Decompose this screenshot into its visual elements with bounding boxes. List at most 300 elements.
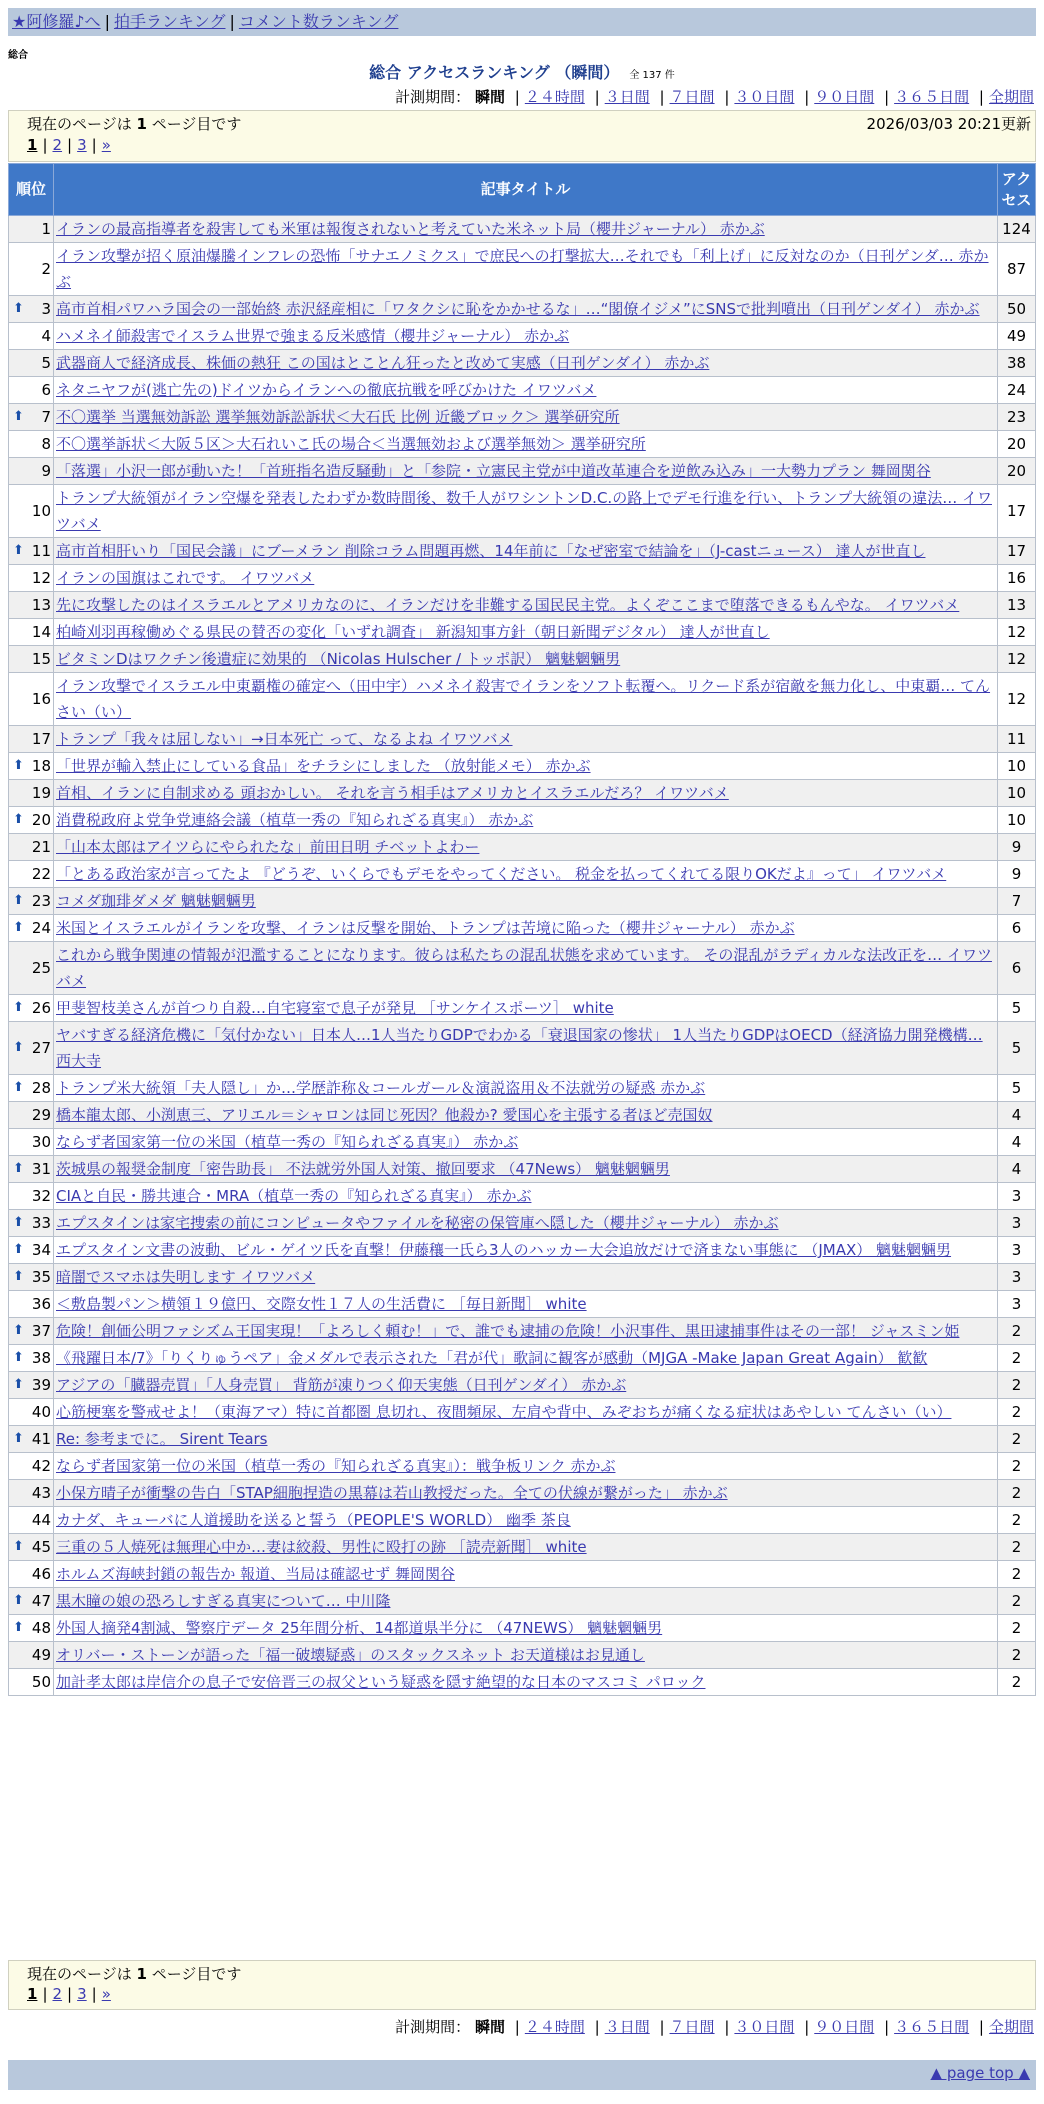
total-count: 全 137 件 [629, 70, 675, 81]
rank-number: 10 [31, 502, 51, 520]
article-link[interactable]: ならず者国家第一位の米国（植草一秀の『知られざる真実』）：戦争板リンク 赤かぶ [56, 1457, 616, 1475]
table-row [9, 485, 1036, 538]
period-current: 瞬間 [474, 2018, 505, 2036]
table-row [9, 861, 1036, 888]
table-row [9, 538, 1036, 565]
article-link[interactable]: 茨城県の報奨金制度「密告助長」 不法就労外国人対策、撤回要求 （47News） 魑魅魍魎男 [56, 1160, 670, 1178]
rank-cell [9, 458, 54, 485]
rank-up-icon: ⬆ [13, 543, 24, 558]
next-page-link[interactable]: » [101, 136, 111, 154]
title-cell [54, 1291, 998, 1318]
period-selector-bottom [395, 2016, 1034, 2037]
rank-number: 28 [31, 1079, 51, 1097]
ranking-body [9, 216, 1036, 1696]
table-row [9, 780, 1036, 807]
access-count: 3 [998, 1264, 1036, 1291]
rank-up-icon: ⬆ [13, 409, 24, 424]
rank-cell [9, 888, 54, 915]
page-info-pre: 現在のページは [27, 1965, 132, 1983]
title-cell [54, 296, 998, 323]
title-cell [54, 1426, 998, 1453]
article-link[interactable]: CIAと自民・勝共連合・MRA（植草一秀の『知られざる真実』） 赤かぶ [56, 1187, 532, 1205]
rank-cell [9, 377, 54, 404]
top-nav [8, 8, 1036, 36]
rank-cell [9, 1453, 54, 1480]
rank-up-icon: ⬆ [13, 1620, 24, 1635]
title-cell [54, 942, 998, 995]
page-info-num: 1 [136, 1965, 147, 1983]
rank-cell [9, 942, 54, 995]
table-header [9, 164, 1036, 216]
table-row [9, 1669, 1036, 1696]
article-link[interactable]: 高市首相肝いり「国民会議」にブーメラン 削除コラム問題再燃、14年前に「なぜ密室で結論を」（J-castニュース） 達人が世直し [56, 542, 926, 560]
title-cell [54, 726, 998, 753]
access-count: 4 [998, 1156, 1036, 1183]
table-row [9, 243, 1036, 296]
rank-number: 13 [31, 596, 51, 614]
title-cell [54, 1183, 998, 1210]
access-count: 87 [998, 243, 1036, 296]
rank-number: 39 [31, 1376, 51, 1394]
rank-cell [9, 807, 54, 834]
period-365d-link[interactable]: ３６５日間 [894, 2018, 970, 2036]
table-row [9, 1102, 1036, 1129]
title-cell [54, 431, 998, 458]
rank-number: 9 [41, 462, 51, 480]
access-count: 9 [998, 834, 1036, 861]
article-link[interactable]: トランプ米大統領「夫人隠し」か…学歴詐称＆コールガール＆演説盗用＆不法就労の疑惑 赤かぶ [56, 1079, 706, 1097]
access-count: 12 [998, 646, 1036, 673]
rank-number: 31 [31, 1160, 51, 1178]
rank-up-icon: ⬆ [13, 1040, 24, 1055]
table-row [9, 1156, 1036, 1183]
table-row [9, 1561, 1036, 1588]
title-cell [54, 216, 998, 243]
title-cell [54, 323, 998, 350]
table-row [9, 673, 1036, 726]
title-cell [54, 377, 998, 404]
rank-cell [9, 1291, 54, 1318]
title-cell [54, 404, 998, 431]
table-row [9, 1453, 1036, 1480]
access-count: 10 [998, 753, 1036, 780]
rank-up-icon: ⬆ [13, 1431, 24, 1446]
period-separator: | [978, 2018, 984, 2036]
rank-cell [9, 753, 54, 780]
article-link[interactable]: 三重の５人焼死は無理心中か…妻は絞殺、男性に殴打の跡 ［読売新聞］ white [56, 1538, 587, 1556]
table-row [9, 350, 1036, 377]
bottom-bar [8, 2060, 1036, 2090]
page-3-link[interactable]: 3 [77, 1985, 87, 2003]
rank-number: 17 [31, 730, 51, 748]
rank-number: 7 [41, 408, 51, 426]
title-cell [54, 1318, 998, 1345]
rank-cell [9, 1237, 54, 1264]
title-cell [54, 1156, 998, 1183]
page-info-post: ページ目です [151, 115, 242, 133]
table-row [9, 1642, 1036, 1669]
rank-number: 33 [31, 1214, 51, 1232]
table-row [9, 1534, 1036, 1561]
period-90d-link[interactable]: ９０日間 [814, 88, 875, 106]
period-24h-link[interactable]: ２４時間 [524, 88, 585, 106]
article-link[interactable]: カナダ、キューバに人道援助を送ると誓う（PEOPLE'S WORLD） 幽季 茶良 [56, 1511, 571, 1529]
article-link[interactable]: 不〇選挙 当選無効訴訟 選挙無効訴訟訴状＜大石氏 比例 近畿ブロック＞ 選挙研究所 [56, 408, 620, 426]
period-separator: | [724, 2018, 730, 2036]
table-row [9, 1426, 1036, 1453]
rank-cell [9, 915, 54, 942]
table-row [9, 1075, 1036, 1102]
article-link[interactable]: エプスタインは家宅捜索の前にコンピュータやファイルを秘密の保管庫へ隠した（櫻井ジャーナル） 赤かぶ [56, 1214, 779, 1232]
article-link[interactable]: 首相、イランに自制求める 頭おかしい。 それを言う相手はアメリカとイスラエルだろ？ イワツバメ [56, 784, 729, 802]
rank-number: 27 [31, 1039, 51, 1057]
rank-up-icon: ⬆ [13, 893, 24, 908]
comment-ranking-link[interactable]: コメント数ランキング [238, 12, 399, 31]
rank-number: 5 [41, 354, 51, 372]
rank-number: 35 [31, 1268, 51, 1286]
access-count: 124 [998, 216, 1036, 243]
period-30d-link[interactable]: ３０日間 [734, 88, 795, 106]
access-count: 2 [998, 1318, 1036, 1345]
pager-separator: | [91, 1985, 97, 2003]
rank-number: 38 [31, 1349, 51, 1367]
article-link[interactable]: ＜敷島製パン＞横領１９億円、交際女性１７人の生活費に ［毎日新聞］ white [56, 1295, 587, 1313]
title-cell [54, 646, 998, 673]
access-count: 6 [998, 915, 1036, 942]
access-count: 50 [998, 296, 1036, 323]
article-link[interactable]: イランの最高指導者を殺害しても米軍は報復されないと考えていた米ネット局（櫻井ジャーナル） 赤かぶ [56, 220, 765, 238]
period-separator: | [659, 2018, 665, 2036]
rank-cell [9, 995, 54, 1022]
table-row [9, 942, 1036, 995]
access-count: 10 [998, 807, 1036, 834]
rank-up-icon: ⬆ [13, 1323, 24, 1338]
rank-number: 43 [31, 1484, 51, 1502]
current-page: 1 [27, 136, 38, 154]
rank-up-icon: ⬆ [13, 758, 24, 773]
rank-cell [9, 1669, 54, 1696]
article-link[interactable]: 危険！創価公明ファシズム王国実現！「よろしく頼む！」で、誰でも逮捕の危険！小沢事件、黒田逮捕事件はその一部！ ジャスミン姫 [56, 1322, 960, 1340]
page-2-link[interactable]: 2 [52, 1985, 63, 2003]
title-cell [54, 1022, 998, 1075]
page-top-link[interactable]: ▲ page top ▲ [930, 2064, 1030, 2082]
table-row [9, 1480, 1036, 1507]
title-cell [54, 673, 998, 726]
rank-cell [9, 1588, 54, 1615]
access-count: 2 [998, 1345, 1036, 1372]
rank-cell [9, 1210, 54, 1237]
article-link[interactable]: トランプ「我々は屈しない」→日本死亡 って、なるよね イワツバメ [56, 730, 513, 748]
table-row [9, 323, 1036, 350]
period-90d-link[interactable]: ９０日間 [814, 2018, 875, 2036]
article-link[interactable]: 消費税政府よ党争党連絡会議（植草一秀の『知られざる真実』） 赤かぶ [56, 811, 534, 829]
article-link[interactable]: トランプ大統領がイラン空爆を発表したわずか数時間後、数千人がワシントンD.C.の路上でデモ行進を行い、トランプ大統領の違法… イワツバメ [56, 489, 992, 533]
title-cell [54, 1588, 998, 1615]
title-cell [54, 1615, 998, 1642]
article-link[interactable]: ヤバすぎる経済危機に「気付かない」日本人…1人当たりGDPでわかる「衰退国家の惨状」 1人当たりGDPはOECD（経済協力開発機構… 西大寺 [56, 1026, 983, 1070]
article-link[interactable]: イラン攻撃が招く原油爆騰インフレの恐怖「サナエノミクス」で庶民への打撃拡大…それでも「利上げ」に反対なのか（日刊ゲンダ… 赤かぶ [56, 247, 989, 291]
rank-up-icon: ⬆ [13, 1350, 24, 1365]
access-count: 10 [998, 780, 1036, 807]
access-header: アクセス [998, 164, 1036, 216]
title-cell [54, 753, 998, 780]
table-row [9, 1588, 1036, 1615]
title-cell [54, 485, 998, 538]
rank-up-icon: ⬆ [13, 1242, 24, 1257]
rank-cell [9, 1561, 54, 1588]
rank-cell [9, 1075, 54, 1102]
title-cell [54, 1210, 998, 1237]
rank-cell [9, 538, 54, 565]
period-separator: | [514, 2018, 520, 2036]
current-page: 1 [27, 1985, 38, 2003]
rank-cell [9, 1480, 54, 1507]
article-link[interactable]: 先に攻撃したのはイスラエルとアメリカなのに、イランだけを非難する国民民主党。よくぞここまで堕落できるもんやな。 イワツバメ [56, 596, 960, 614]
access-count: 6 [998, 942, 1036, 995]
pager [27, 1985, 111, 2003]
period-30d-link[interactable]: ３０日間 [734, 2018, 795, 2036]
table-row [9, 377, 1036, 404]
access-count: 4 [998, 1102, 1036, 1129]
rank-number: 2 [41, 260, 51, 278]
period-all-link[interactable]: 全期間 [988, 2018, 1034, 2036]
access-count: 9 [998, 861, 1036, 888]
title-cell [54, 619, 998, 646]
title-cell [54, 592, 998, 619]
article-link[interactable]: 「世界が輸入禁止にしている食品」をチラシにしました （放射能メモ） 赤かぶ [56, 757, 591, 775]
article-link[interactable]: 高市首相パワハラ国会の一部始終 赤沢経産相に「ワタクシに恥をかかせるな」…“閣僚イジメ”にSNSで批判噴出（日刊ゲンダイ） 赤かぶ [56, 300, 980, 318]
access-count: 2 [998, 1561, 1036, 1588]
article-link[interactable]: 暗闇でスマホは失明します イワツバメ [56, 1268, 316, 1286]
title-cell [54, 861, 998, 888]
rank-number: 19 [31, 784, 51, 802]
rank-cell [9, 861, 54, 888]
article-link[interactable]: 橋本龍太郎、小渕恵三、アリエル＝シャロンは同じ死因？他殺か? 愛国心を主張する者ほど売国奴 [56, 1106, 713, 1124]
access-count: 16 [998, 565, 1036, 592]
home-link[interactable]: ★阿修羅♪へ [12, 12, 101, 31]
rank-number: 15 [31, 650, 51, 668]
access-count: 3 [998, 1291, 1036, 1318]
access-count: 2 [998, 1426, 1036, 1453]
article-link[interactable]: 「山本太郎はアイツらにやられたな」前田日明 チベットよわー [56, 838, 480, 856]
rank-cell [9, 1318, 54, 1345]
nav-separator: | [104, 12, 110, 31]
article-link[interactable]: 甲斐智枝美さんが首つり自殺…自宅寝室で息子が発見 ［サンケイスポーツ］ white [56, 999, 614, 1017]
rank-number: 25 [31, 959, 51, 977]
period-separator: | [884, 2018, 890, 2036]
article-link[interactable]: 黒木瞳の娘の恐ろしすぎる真実について… 中川隆 [56, 1592, 391, 1610]
article-link[interactable]: 柏崎刈羽再稼働めぐる県民の賛否の変化「いずれ調査」 新潟知事方針（朝日新聞デジタル） 達人が世直し [56, 623, 770, 641]
rank-number: 23 [31, 892, 51, 910]
rank-number: 20 [31, 811, 51, 829]
table-row [9, 404, 1036, 431]
access-count: 11 [998, 726, 1036, 753]
access-count: 2 [998, 1669, 1036, 1696]
period-3d-link[interactable]: ３日間 [604, 2018, 650, 2036]
article-link[interactable]: アジアの「臓器売買」「人身売買」 背筋が凍りつく仰天実態（日刊ゲンダイ） 赤かぶ [56, 1376, 627, 1394]
rank-number: 32 [31, 1187, 51, 1205]
access-count: 4 [998, 1129, 1036, 1156]
pager-box-top [8, 110, 1036, 162]
title-cell [54, 1480, 998, 1507]
table-row [9, 1022, 1036, 1075]
rank-number: 42 [31, 1457, 51, 1475]
rank-number: 1 [41, 220, 51, 238]
access-count: 38 [998, 350, 1036, 377]
rank-up-icon: ⬆ [13, 301, 24, 316]
article-link[interactable]: ハメネイ師殺害でイスラム世界で強まる反米感情（櫻井ジャーナル） 赤かぶ [56, 327, 570, 345]
title-cell [54, 1264, 998, 1291]
pager-separator: | [67, 1985, 73, 2003]
rank-cell [9, 726, 54, 753]
article-link[interactable]: 米国とイスラエルがイランを攻撃、イランは反撃を開始、トランプは苦境に陥った（櫻井ジャーナル） 赤かぶ [56, 919, 795, 937]
rank-number: 50 [31, 1673, 51, 1691]
rank-up-icon: ⬆ [13, 1000, 24, 1015]
rank-number: 36 [31, 1295, 51, 1313]
title-cell [54, 1534, 998, 1561]
next-page-link[interactable]: » [101, 1985, 111, 2003]
title-cell [54, 1561, 998, 1588]
page-info-post: ページ目です [151, 1965, 242, 1983]
period-separator: | [594, 2018, 600, 2036]
rank-number: 34 [31, 1241, 51, 1259]
table-row [9, 1129, 1036, 1156]
period-separator: | [884, 88, 890, 106]
article-link[interactable]: オリバー・ストーンが語った「福一破壊疑惑」のスタックスネット お天道様はお見通し [56, 1646, 645, 1664]
pager-separator: | [42, 136, 48, 154]
rank-cell [9, 834, 54, 861]
rank-cell [9, 485, 54, 538]
table-row [9, 431, 1036, 458]
rank-cell [9, 243, 54, 296]
rank-number: 41 [31, 1430, 51, 1448]
access-count: 3 [998, 1210, 1036, 1237]
table-row [9, 216, 1036, 243]
period-all-link[interactable]: 全期間 [988, 88, 1034, 106]
article-link[interactable]: 「落選」小沢一郎が動いた！「首班指名造反騒動」と「参院・立憲民主党が中道改革連合を逆飲み込み」一大勢力プラン 舞岡関谷 [56, 462, 931, 480]
rank-cell [9, 216, 54, 243]
rank-number: 37 [31, 1322, 51, 1340]
rank-cell [9, 1534, 54, 1561]
rank-number: 44 [31, 1511, 51, 1529]
rank-cell [9, 1372, 54, 1399]
rank-number: 3 [41, 300, 51, 318]
rank-cell [9, 323, 54, 350]
article-link[interactable]: これから戦争関連の情報が氾濫することになります。彼らは私たちの混乱状態を求めています。 その混乱がラディカルな法改正を… イワツバメ [56, 946, 992, 990]
title-cell [54, 243, 998, 296]
title-cell [54, 1453, 998, 1480]
page-2-link[interactable]: 2 [52, 136, 63, 154]
rank-cell [9, 1345, 54, 1372]
access-count: 5 [998, 1022, 1036, 1075]
table-row [9, 619, 1036, 646]
article-link[interactable]: 加計孝太郎は岸信介の息子で安倍晋三の叔父という疑惑を隠す絶望的な日本のマスコミ パロック [56, 1673, 706, 1691]
article-link[interactable]: 外国人摘発4割減、警察庁データ 25年間分析、14都道県半分に （47NEWS） 魑魅魍魎男 [56, 1619, 663, 1637]
updated-time: 2026/03/03 20:21更新 [866, 115, 1031, 133]
applause-ranking-link[interactable]: 拍手ランキング [113, 12, 226, 31]
table-row [9, 1237, 1036, 1264]
article-link[interactable]: 武器商人で経済成長、株価の熱狂 この国はとことん狂ったと改めて実感（日刊ゲンダイ） 赤かぶ [56, 354, 710, 372]
access-count: 17 [998, 485, 1036, 538]
title-cell [54, 458, 998, 485]
title-header: 記事タイトル [54, 164, 998, 216]
rank-up-icon: ⬆ [13, 1215, 24, 1230]
table-row [9, 646, 1036, 673]
rank-up-icon: ⬆ [13, 812, 24, 827]
article-link[interactable]: 「とある政治家が言ってたよ 『どうぞ、いくらでもデモをやってください。 税金を払ってくれてる限りOKだよ』って」 イワツバメ [56, 865, 947, 883]
page-info-pre: 現在のページは [27, 115, 132, 133]
article-link[interactable]: 《飛躍日本/7》「りくりゅうペア」金メダルで表示された「君が代」歌詞に観客が感動（MJGA -Make Japan Great Again） 歓歓 [56, 1349, 928, 1367]
rank-number: 26 [31, 999, 51, 1017]
pager-box-bottom [8, 1960, 1036, 2010]
article-link[interactable]: ビタミンDはワクチン後遺症に効果的 （Nicolas Hulscher / トッポ訳） 魑魅魍魎男 [56, 650, 621, 668]
rank-number: 21 [31, 838, 51, 856]
period-365d-link[interactable]: ３６５日間 [894, 88, 970, 106]
access-count: 12 [998, 673, 1036, 726]
article-link[interactable]: イランの国旗はこれです。 イワツバメ [56, 569, 315, 587]
rank-number: 16 [31, 690, 51, 708]
rank-number: 8 [41, 435, 51, 453]
article-link[interactable]: イラン攻撃でイスラエル中東覇権の確定へ（田中宇）ハメネイ殺害でイランをソフト転覆へ。リクード系が宿敵を無力化し、中東覇… てんさい（い） [56, 677, 991, 721]
rank-number: 14 [31, 623, 51, 641]
rank-number: 18 [31, 757, 51, 775]
rank-up-icon: ⬆ [13, 1269, 24, 1284]
access-count: 20 [998, 458, 1036, 485]
rank-cell [9, 646, 54, 673]
title-cell [54, 1237, 998, 1264]
article-link[interactable]: ホルムズ海峡封鎖の報告か 報道、当局は確認せず 舞岡関谷 [56, 1565, 455, 1583]
article-link[interactable]: コメダ珈琲ダメダ 魑魅魍魎男 [56, 892, 256, 910]
page-title-line [0, 60, 1044, 83]
title-cell [54, 1399, 998, 1426]
access-count: 2 [998, 1588, 1036, 1615]
article-link[interactable]: 不〇選挙訴状＜大阪５区＞大石れいこ氏の場合＜当選無効および選挙無効＞ 選挙研究所 [56, 435, 646, 453]
access-count: 2 [998, 1507, 1036, 1534]
access-count: 3 [998, 1237, 1036, 1264]
period-24h-link[interactable]: ２４時間 [524, 2018, 585, 2036]
table-row [9, 296, 1036, 323]
rank-cell [9, 1426, 54, 1453]
pager-separator: | [42, 1985, 48, 2003]
rank-cell [9, 404, 54, 431]
rank-cell [9, 1264, 54, 1291]
article-link[interactable]: エプスタイン文書の波動、ビル・ゲイツ氏を直撃！伊藤穰一氏ら3人のハッカー大会追放だけで済まない事態に （JMAX） 魑魅魍魎男 [56, 1241, 952, 1259]
access-count: 12 [998, 619, 1036, 646]
article-link[interactable]: Re: 参考までに。 Sirent Tears [56, 1430, 268, 1448]
article-link[interactable]: 小保方晴子が衝撃の告白「STAP細胞捏造の黒幕は若山教授だった。全ての伏線が繋がった」 赤かぶ [56, 1484, 728, 1502]
period-separator: | [724, 88, 730, 106]
rank-cell [9, 619, 54, 646]
access-count: 5 [998, 1075, 1036, 1102]
period-7d-link[interactable]: ７日間 [669, 88, 715, 106]
article-link[interactable]: 心筋梗塞を警戒せよ！（東海アマ）特に首都圏 息切れ、夜間頻尿、左肩や背中、みぞおちが痛くなる症状はあやしい てんさい（い） [56, 1403, 952, 1421]
period-3d-link[interactable]: ３日間 [604, 88, 650, 106]
rank-cell [9, 565, 54, 592]
title-cell [54, 1372, 998, 1399]
table-row [9, 1615, 1036, 1642]
page-info-num: 1 [136, 115, 147, 133]
title-cell [54, 995, 998, 1022]
access-count: 2 [998, 1399, 1036, 1426]
rank-up-icon: ⬆ [13, 1080, 24, 1095]
rank-up-icon: ⬆ [13, 1593, 24, 1608]
period-7d-link[interactable]: ７日間 [669, 2018, 715, 2036]
rank-cell [9, 1156, 54, 1183]
rank-number: 47 [31, 1592, 51, 1610]
article-link[interactable]: ならず者国家第一位の米国（植草一秀の『知られざる真実』） 赤かぶ [56, 1133, 519, 1151]
article-link[interactable]: ネタニヤフが(逃亡先の)ドイツからイランへの徹底抗戦を呼びかけた イワツバメ [56, 381, 597, 399]
page-3-link[interactable]: 3 [77, 136, 87, 154]
